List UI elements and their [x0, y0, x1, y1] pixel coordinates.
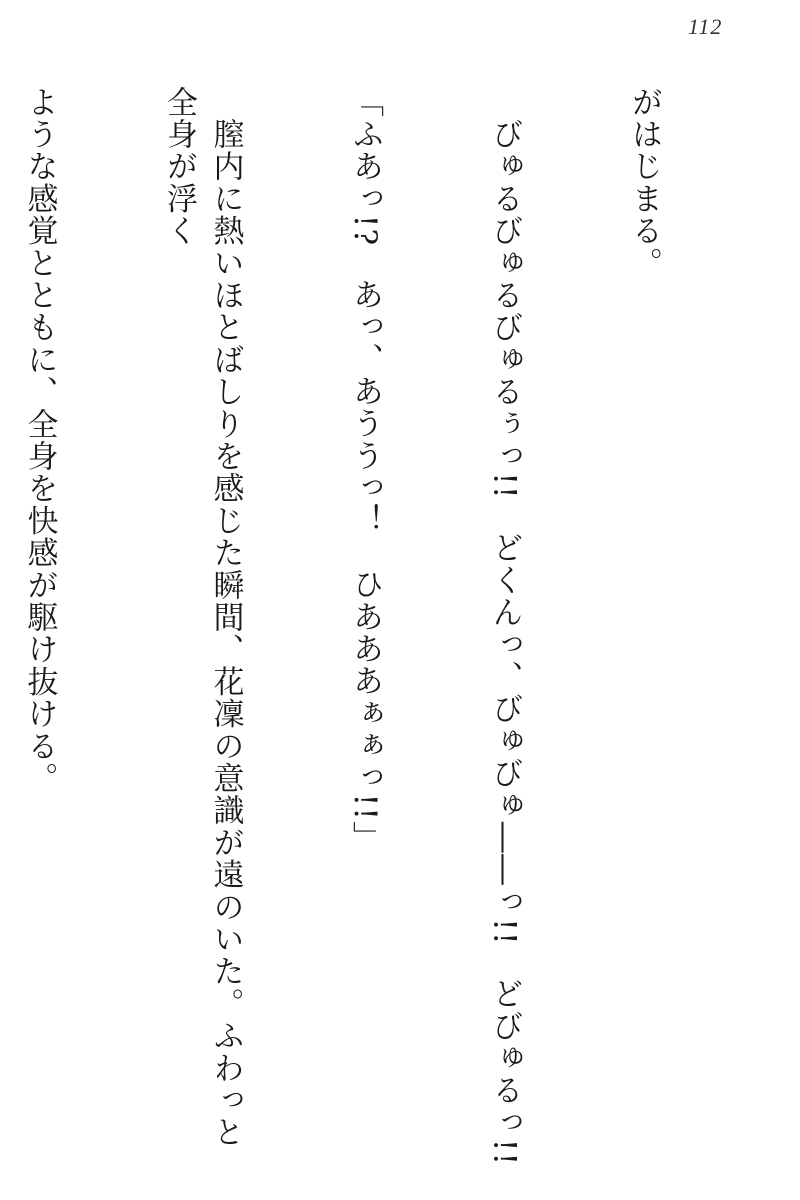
text-line-4: 膣内に熱いほとばしりを感じた瞬間、花凜の意識が遠のいた。ふわっと全身が浮く — [161, 86, 244, 1149]
text-line-3: 「ふあっ!? あっ、あううっ！ ひあああぁぁっ!!」 — [347, 86, 383, 854]
text-line-1: がはじまる。 — [626, 86, 662, 280]
vertical-text-body — [21, 86, 760, 1176]
text-line-5: ような感覚とともに、全身を快感が駆け抜ける。 — [21, 86, 58, 795]
page-number: 112 — [688, 14, 723, 39]
text-line-2: びゅるびゅるびゅるぅっ!! どくんっ、びゅびゅ――っ!! どびゅるっ!! — [486, 86, 523, 1167]
